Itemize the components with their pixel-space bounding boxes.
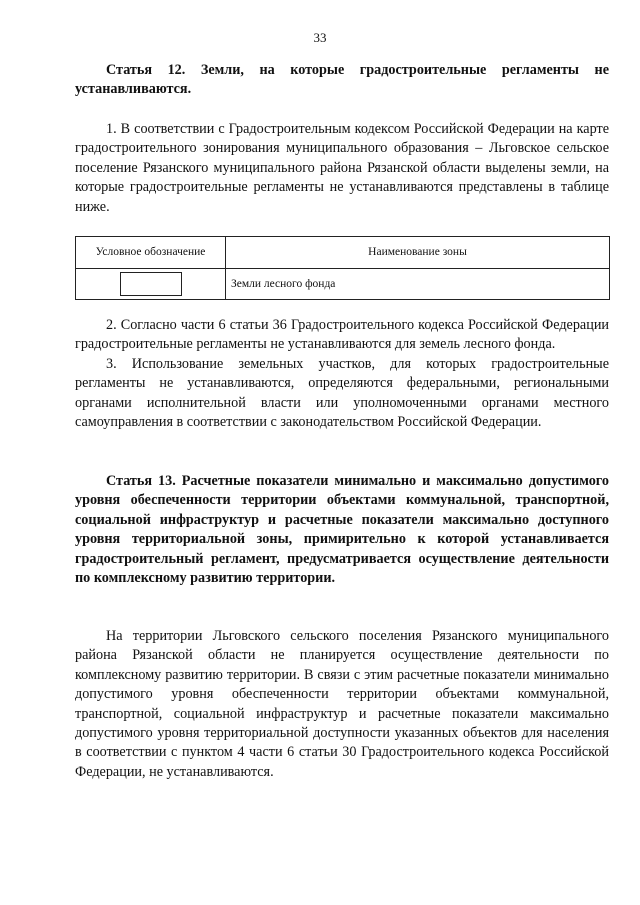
legend-symbol-box	[120, 272, 182, 296]
page-number: 33	[313, 30, 327, 45]
zones-table	[75, 236, 610, 300]
article12-paragraph3: 3. Использование земельных участков, для которых градостроительные регламенты не устанавливаются, определяются федеральными, региональными органами исполнительной власти или уполномоченными органами местного самоуправления в соответствии с законодательством Российской Федерации.	[75, 355, 609, 431]
header-name-cell: Наименование зоны	[226, 237, 610, 269]
article12-paragraph1: 1. В соответствии с Градостроительным кодексом Российской Федерации на карте градостроительного зонирования муниципального образования – Льговское сельское поселение Рязанского муниципального района Рязанской области выделены земли, на которые градостроительные регламенты не устанавливаются представлены в таблице ниже.	[75, 121, 609, 215]
article12-paragraph2: 2. Согласно части 6 статьи 36 Градостроительного кодекса Российской Федерации градостроительные регламенты не устанавливаются для земель лесного фонда.	[75, 317, 609, 353]
table-header-row	[76, 237, 610, 269]
article12-paragraphs-2-3	[75, 316, 609, 432]
table-row	[76, 269, 610, 300]
header-symbol-cell: Условное обозначение	[76, 237, 226, 269]
article13-paragraph: На территории Льговского сельского поселения Рязанского муниципального района Рязанской области не планируется осуществление деятельности по комплексному развитию территории. В связи с этим расчетные показатели минимально допустимого уровня обеспеченности территории объектами коммунальной, транспортной, социальной инфраструктур и расчетные показатели максимально допустимого уровня территориальной доступности указанных объектов для населения в соответствии с пунктом 4 части 6 статьи 30 Градостроительного кодекса Российской Федерации, не устанавливаются.	[75, 628, 609, 780]
article12-heading: Статья 12. Земли, на которые градостроительные регламенты не устанавливаются.	[75, 62, 609, 98]
symbol-cell	[76, 269, 226, 300]
article13-heading: Статья 13. Расчетные показатели минимально и максимально допустимого уровня обеспеченности территории объектами коммунальной, транспортной, социальной инфраструктур и расчетные показатели максимально доступного уровня территориальной зоны, примирительно к которой устанавливается градостроительный регламент, предусматривается осуществление деятельности по комплексному развитию территории.	[75, 473, 609, 587]
zone-name-cell: Земли лесного фонда	[226, 269, 610, 300]
